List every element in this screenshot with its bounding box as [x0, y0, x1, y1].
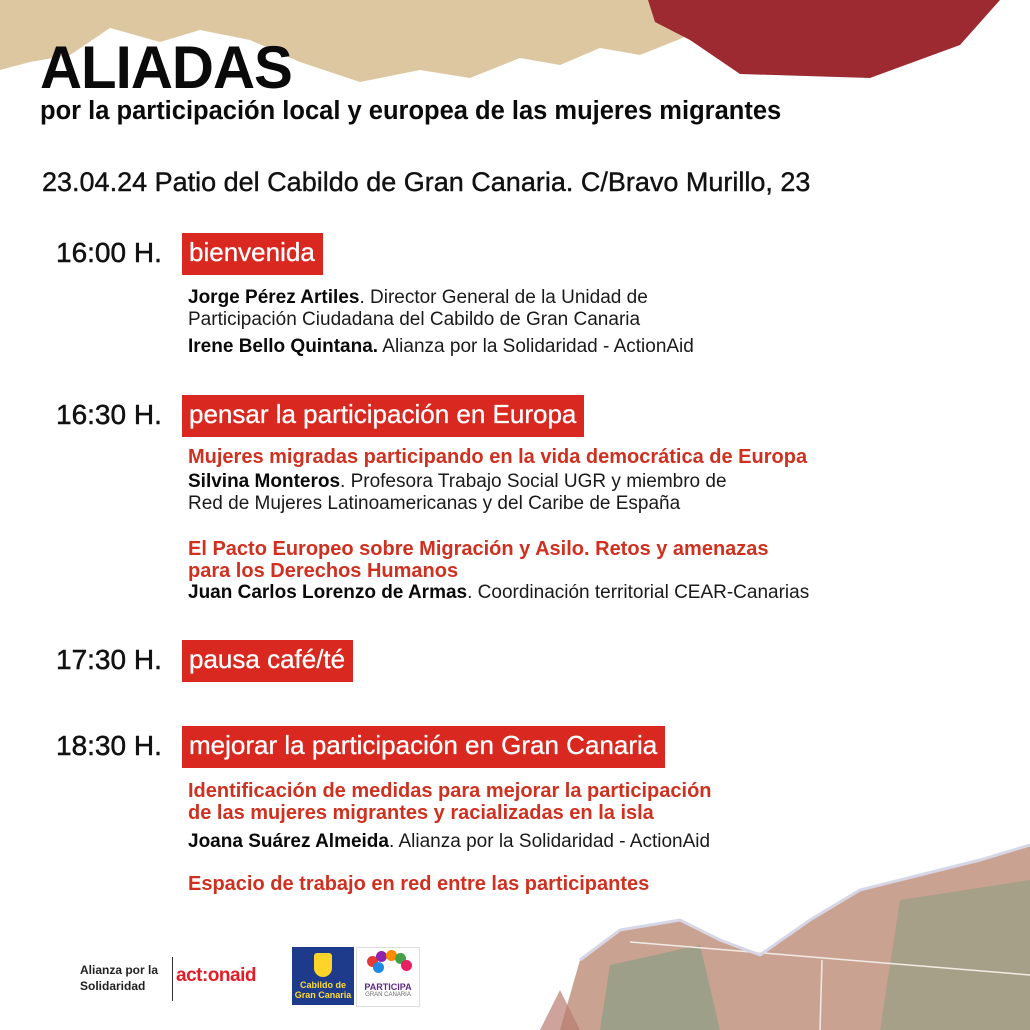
talk-title: Mujeres migradas participando en la vida democrática de Europa [188, 446, 808, 468]
logo-divider [172, 957, 173, 1001]
speaker-name: Juan Carlos Lorenzo de Armas [188, 582, 468, 603]
speaker-desc: Red de Mujeres Latinoamericanas y del Caribe de España [188, 493, 681, 514]
actionaid-logo: act:onaid [176, 965, 256, 986]
event-subtitle: por la participación local y europea de las mujeres migrantes [40, 97, 782, 125]
speaker-desc: Alianza por la Solidaridad - ActionAid [378, 336, 694, 357]
session-time: 18:30 H. [56, 730, 162, 761]
session-time: 16:00 H. [56, 237, 162, 268]
talk-title-line: El Pacto Europeo sobre Migración y Asilo. Retos y amenazas [188, 538, 769, 560]
speaker-desc: . Director General de la Unidad de [359, 287, 648, 308]
session-tag: pausa café/té [182, 640, 353, 682]
speaker-item [188, 582, 809, 604]
crest-icon [314, 953, 332, 977]
participa-logo [356, 947, 420, 1007]
balloons-icon [357, 948, 419, 982]
talk-title-line: Identificación de medidas para mejorar la participación [188, 780, 712, 802]
speaker-item [188, 287, 648, 331]
alianza-logo: Alianza por la Solidaridad [80, 963, 159, 993]
speaker-item [188, 336, 694, 358]
speaker-item [188, 831, 710, 853]
talk-title-line: para los Derechos Humanos [188, 560, 459, 582]
speaker-item [188, 471, 727, 515]
participa-label: PARTICIPA [364, 982, 412, 992]
speaker-desc: Participación Ciudadana del Cabildo de Gran Canaria [188, 309, 641, 330]
session-tag: mejorar la participación en Gran Canaria [182, 726, 665, 768]
talk-title [188, 780, 712, 824]
session-tag: pensar la participación en Europa [182, 395, 584, 437]
speaker-desc: . Alianza por la Solidaridad - ActionAid [388, 831, 711, 852]
participa-sublabel: GRAN CANARIA [365, 992, 411, 998]
speaker-name: Joana Suárez Almeida [188, 831, 389, 852]
event-title: ALIADAS [40, 34, 292, 101]
cabildo-logo [292, 947, 354, 1005]
event-date-location: 23.04.24 Patio del Cabildo de Gran Canaria. C/Bravo Murillo, 23 [42, 167, 811, 197]
cabildo-label: Cabildo de Gran Canaria [294, 980, 352, 1000]
session-time: 16:30 H. [56, 399, 162, 430]
session-tag: bienvenida [182, 233, 323, 275]
speaker-name: Silvina Monteros [188, 471, 341, 492]
speaker-name: Irene Bello Quintana. [188, 336, 379, 357]
session-time: 17:30 H. [56, 644, 162, 675]
talk-title [188, 538, 769, 582]
speaker-desc: . Profesora Trabajo Social UGR y miembro de [340, 471, 727, 492]
talk-title: Espacio de trabajo en red entre las participantes [188, 873, 650, 895]
speaker-desc: . Coordinación territorial CEAR-Canarias [467, 582, 810, 603]
speaker-name: Jorge Pérez Artiles [188, 287, 360, 308]
talk-title-line: de las mujeres migrantes y racializadas en la isla [188, 802, 654, 824]
